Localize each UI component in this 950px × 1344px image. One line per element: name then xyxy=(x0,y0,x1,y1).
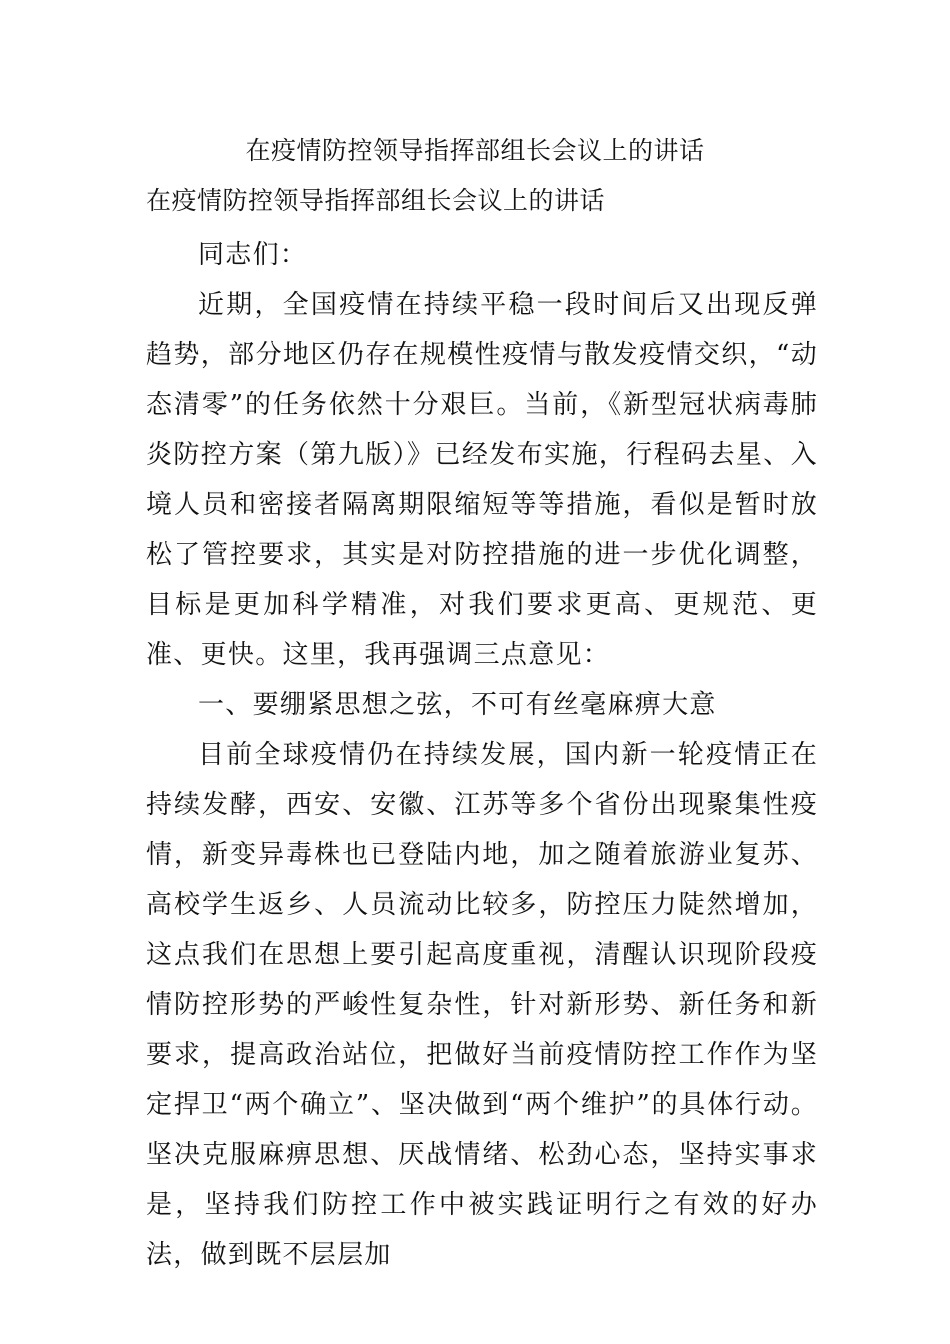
document-title-centered: 在疫情防控领导指挥部组长会议上的讲话 xyxy=(245,136,705,165)
section-heading-1: 一、要绷紧思想之弦，不可有丝毫麻痹大意 xyxy=(198,690,717,720)
document-title-left: 在疫情防控领导指挥部组长会议上的讲话 xyxy=(146,186,606,215)
salutation: 同志们： xyxy=(198,240,308,270)
paragraph-section-1: 目前全球疫情仍在持续发展，国内新一轮疫情正在持续发酵，西安、安徽、江苏等多个省份出现聚集性疫情，新变异毒株也已登陆内地，加之随着旅游业复苏、高校学生返乡、人员流动比较多，防控压力陡然增加，这点我们在思想上要引起高度重视，清醒认识现阶段疫情防控形势的严峻性复杂性，针对新形势、新任务和新要求，提高政治站位，把做好当前疫情防控工作作为坚定捍卫“两个确立”、坚决做到“两个维护”的具体行动。坚决克服麻痹思想、厌战情绪、松劲心态，坚持实事求是，坚持我们防控工作中被实践证明行之有效的好办法，做到既不层层加 xyxy=(146,740,818,1270)
paragraph-intro: 近期，全国疫情在持续平稳一段时间后又出现反弹趋势，部分地区仍存在规模性疫情与散发疫情交织，“动态清零”的任务依然十分艰巨。当前，《新型冠状病毒肺炎防控方案（第九版）》已经发布实施，行程码去星、入境人员和密接者隔离期限缩短等等措施，看似是暂时放松了管控要求，其实是对防控措施的进一步优化调整，目标是更加科学精准，对我们要求更高、更规范、更准、更快。这里，我再强调三点意见： xyxy=(146,290,818,670)
document-body xyxy=(146,230,818,1280)
